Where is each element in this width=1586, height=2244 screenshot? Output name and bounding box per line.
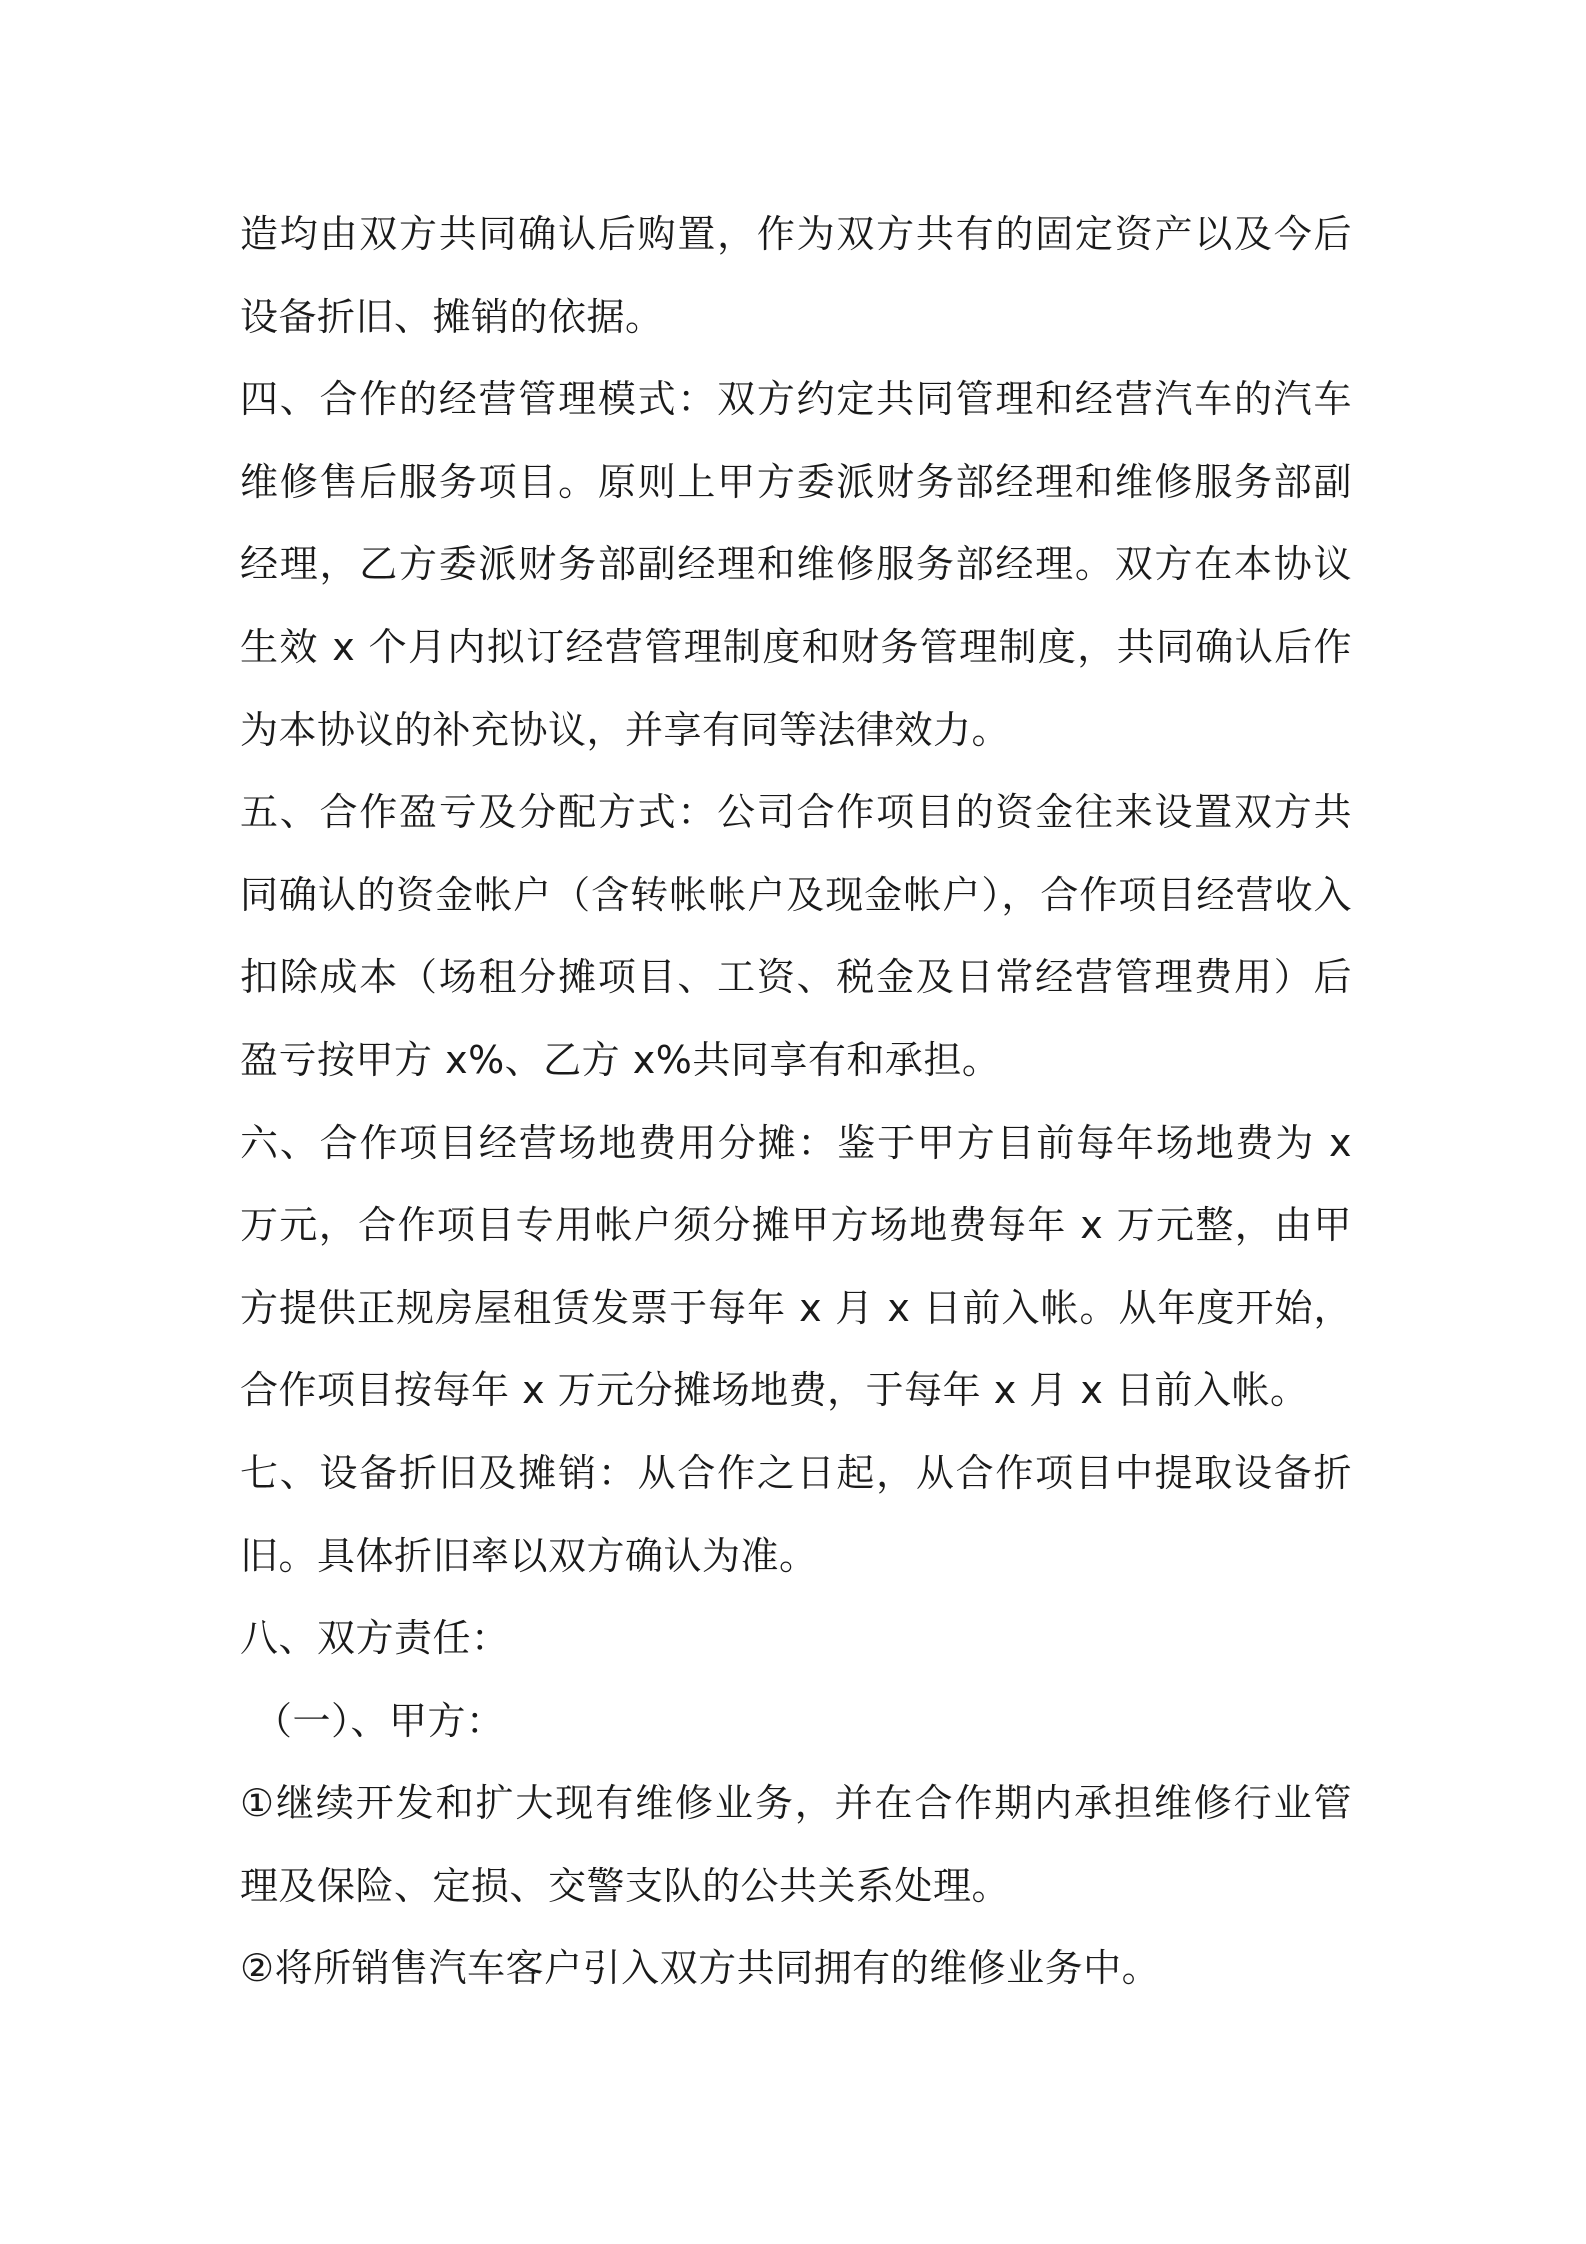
paragraph-asset-purchase: 造均由双方共同确认后购置，作为双方共有的固定资产以及今后设备折旧、摊销的依据。 (240, 212, 1352, 339)
list-item-party-a-1: ①继续开发和扩大现有维修业务，并在合作期内承担维修行业管理及保险、定损、交警支队的公共关系处理。 (240, 1781, 1352, 1908)
paragraph-site-fee-sharing: 六、合作项目经营场地费用分摊：鉴于甲方目前每年场地费为 x 万元，合作项目专用帐户须分摊甲方场地费每年 x 万元整，由甲方提供正规房屋租赁发票于每年 x 月 x 日前入帐。从年度开始，合作项目按每年 x 万元分摊场地费，于每年 x 月 x 日前入帐。 (240, 1120, 1352, 1413)
heading-party-a: （一）、甲方： (254, 1698, 505, 1743)
paragraph-management-mode: 四、合作的经营管理模式：双方约定共同管理和经营汽车的汽车维修售后服务项目。原则上甲方委派财务部经理和维修服务部副经理，乙方委派财务部副经理和维修服务部经理。双方在本协议生效 x 个月内拟订经营管理制度和财务管理制度，共同确认后作为本协议的补充协议，并享有同等法律效力。 (240, 377, 1352, 752)
document-body (240, 193, 1352, 2010)
paragraph-profit-distribution: 五、合作盈亏及分配方式：公司合作项目的资金往来设置双方共同确认的资金帐户（含转帐帐户及现金帐户），合作项目经营收入扣除成本（场租分摊项目、工资、税金及日常经营管理费用）后盈亏按甲方 x%、乙方 x%共同享有和承担。 (240, 790, 1352, 1082)
paragraph-depreciation: 七、设备折旧及摊销：从合作之日起，从合作项目中提取设备折旧。具体折旧率以双方确认为准。 (240, 1450, 1352, 1578)
list-item-party-a-2: ②将所销售汽车客户引入双方共同拥有的维修业务中。 (240, 1946, 1161, 1991)
heading-responsibilities: 八、双方责任： (240, 1616, 510, 1661)
